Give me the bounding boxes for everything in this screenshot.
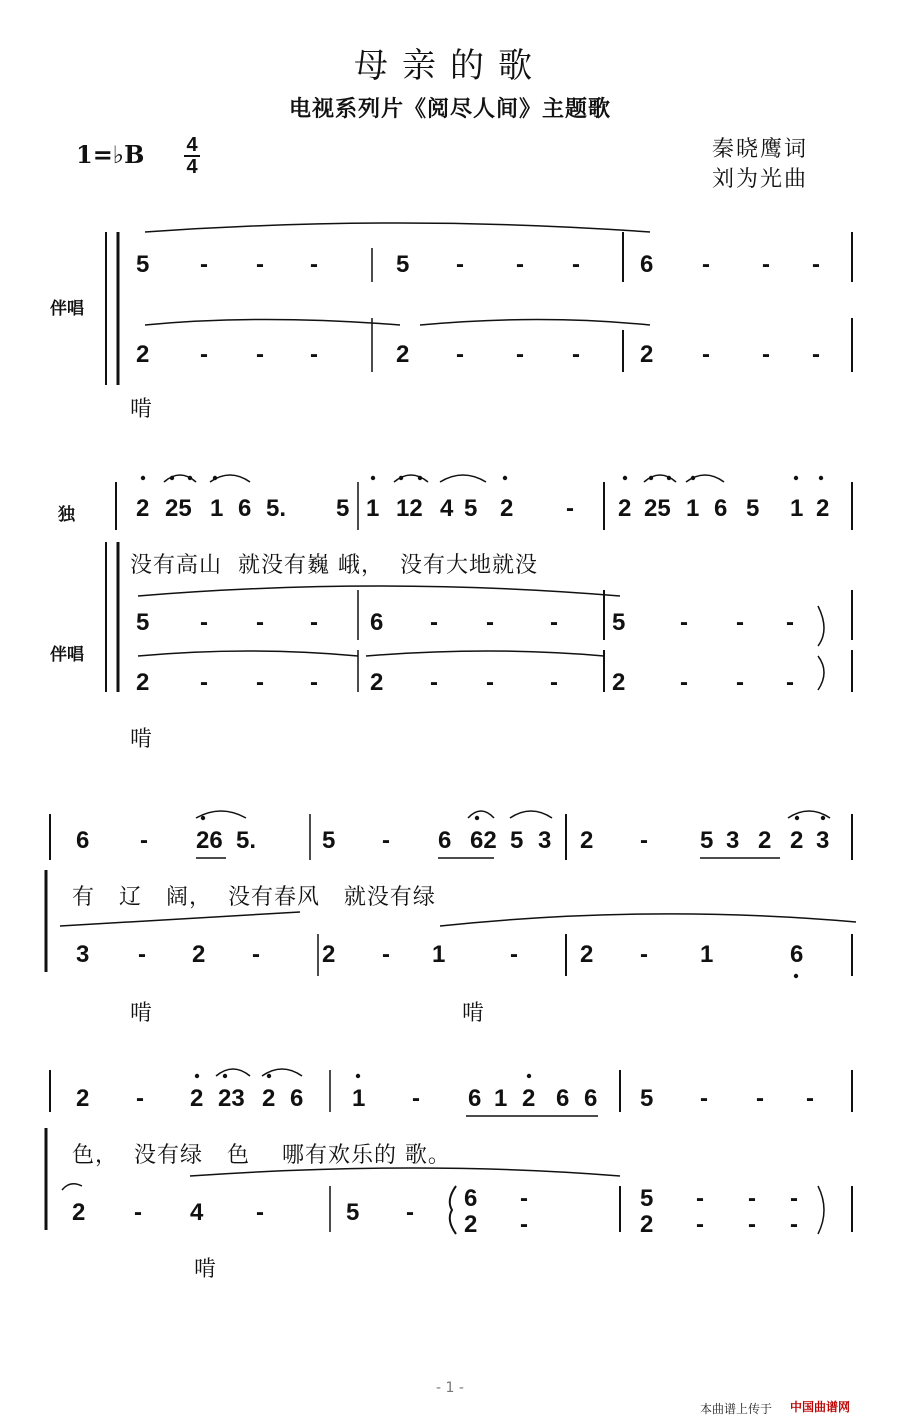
sys3-solo-note: 5 — [322, 827, 336, 854]
sys2-top-note: 5 — [136, 609, 150, 636]
sys2-solo-note: 1 — [366, 495, 380, 522]
sys4-bottom-note: 2 — [640, 1211, 654, 1238]
sys4-solo-note: - — [756, 1085, 764, 1112]
sys2-top-note: - — [550, 609, 558, 636]
sys1-top-note: 5 — [136, 251, 150, 278]
hum-1: 啃 — [130, 397, 153, 422]
sys1-top-note: - — [456, 251, 464, 278]
page-number: - 1 - — [436, 1380, 464, 1396]
sys2-top-note: 6 — [370, 609, 384, 636]
sys1-bottom-note: 2 — [640, 341, 654, 368]
sys2-solo-note: - — [566, 495, 574, 522]
sys2-solo-note: 5 — [746, 495, 760, 522]
time-sig-bottom: 4 — [186, 156, 198, 178]
octave-dot — [201, 816, 205, 820]
sys2-bottom-note: 2 — [136, 669, 150, 696]
sys2-bottom-note: - — [430, 669, 438, 696]
sys4-bottom-note: - — [406, 1199, 414, 1226]
slur — [644, 475, 676, 482]
octave-dot — [794, 974, 798, 978]
sys2-solo-note: 5. — [266, 495, 287, 522]
sys1-bottom-note: - — [812, 341, 820, 368]
sys4-bottom-note: 6 — [464, 1185, 478, 1212]
tie-10 — [62, 1184, 82, 1190]
sys3-bottom-note: 2 — [322, 941, 336, 968]
sys2-solo-note: 25 — [165, 495, 192, 522]
sys3-solo-note: 62 — [470, 827, 497, 854]
sys4-solo-note: 1 — [494, 1085, 508, 1112]
octave-dot — [527, 1074, 531, 1078]
sys4-bottom-note: 2 — [464, 1211, 478, 1238]
sys4-bottom-note: - — [790, 1211, 798, 1238]
sys2-bottom-note: - — [550, 669, 558, 696]
tie-8 — [440, 914, 856, 926]
sys1-bottom-note: - — [256, 341, 264, 368]
sys3-bottom-note: 1 — [700, 941, 714, 968]
brace-right — [818, 656, 824, 690]
hum-3a: 啃 — [130, 1001, 153, 1026]
sys2-top-note: - — [680, 609, 688, 636]
sys4-bottom-note: 5 — [346, 1199, 360, 1226]
octave-dot — [503, 476, 507, 480]
sys1-bottom-note: - — [572, 341, 580, 368]
sys4-bottom-note: - — [696, 1211, 704, 1238]
octave-dot — [267, 1074, 271, 1078]
sys2-solo-note: 2 — [618, 495, 632, 522]
sys3-bottom-note: - — [510, 941, 518, 968]
sys2-bottom-note: - — [680, 669, 688, 696]
slur — [216, 1069, 250, 1076]
hum-4: 啃 — [194, 1257, 217, 1282]
upload-note: 本曲谱上传于 — [700, 1402, 773, 1416]
lyricist-credit: 秦晓鹰词 — [712, 137, 809, 162]
sys2-bottom-note: - — [256, 669, 264, 696]
composer-credit: 刘为光曲 — [712, 167, 809, 192]
sys2-bottom-note: - — [486, 669, 494, 696]
sys1-bottom-note: 2 — [396, 341, 410, 368]
sys2-solo-note: 5 — [336, 495, 350, 522]
octave-dot — [819, 476, 823, 480]
sys4-bottom-note: - — [790, 1185, 798, 1212]
sys3-solo-note: - — [382, 827, 390, 854]
sys2-top-note: - — [310, 609, 318, 636]
sys3-bottom-note: - — [138, 941, 146, 968]
sys1-bottom-note: - — [702, 341, 710, 368]
sys3-solo-note: 3 — [538, 827, 552, 854]
sys4-solo-note: 1 — [352, 1085, 366, 1112]
sys3-solo-note: 2 — [580, 827, 594, 854]
octave-dot — [356, 1074, 360, 1078]
sys3-bottom-note: 1 — [432, 941, 446, 968]
site-logo: 中国曲谱网 — [790, 1400, 851, 1414]
sys1-top-note: - — [702, 251, 710, 278]
octave-dot — [623, 476, 627, 480]
sys3-solo-note: 5. — [236, 827, 257, 854]
octave-dot — [821, 816, 825, 820]
sys3-bottom-note: 6 — [790, 941, 804, 968]
sys2-solo-note: 1 — [790, 495, 804, 522]
sys4-solo-note: 2 — [522, 1085, 536, 1112]
sys2-bottom-note: 2 — [370, 669, 384, 696]
sys4-solo-note: 6 — [556, 1085, 570, 1112]
sys2-top-note: - — [736, 609, 744, 636]
sys3-solo-note: 2 — [758, 827, 772, 854]
sys4-solo-note: - — [700, 1085, 708, 1112]
slur — [510, 811, 552, 818]
sys2-solo-note: 2 — [816, 495, 830, 522]
chorus-label-2: 伴唱 — [50, 645, 84, 665]
lyrics-line-2: 有 辽 阔， 没有春风 就没有绿 — [72, 885, 436, 910]
sys3-solo-note: 6 — [438, 827, 452, 854]
sys1-bottom-note: - — [310, 341, 318, 368]
sys4-solo-note: 2 — [190, 1085, 204, 1112]
tie-3 — [420, 320, 650, 326]
chorus-label-1: 伴唱 — [50, 299, 84, 319]
sys3-solo-note: 2 — [790, 827, 804, 854]
sys1-top-note: - — [762, 251, 770, 278]
sys4-bottom-note: - — [256, 1199, 264, 1226]
tie-1 — [145, 223, 650, 232]
slur — [468, 811, 494, 818]
slur — [394, 475, 428, 482]
sys4-solo-note: 2 — [76, 1085, 90, 1112]
key-label: 1=♭B — [76, 140, 145, 169]
sys2-solo-note: 6 — [714, 495, 728, 522]
lyrics-line-3: 色， 没有绿 色 哪有欢乐的 歌。 — [72, 1143, 451, 1168]
sys1-top-note: - — [812, 251, 820, 278]
sys2-solo-note: 1 — [686, 495, 700, 522]
sys2-bottom-note: 2 — [612, 669, 626, 696]
sys3-solo-note: - — [640, 827, 648, 854]
sys2-solo-note: 1 — [210, 495, 224, 522]
lyrics-line-1: 没有高山 就没有巍 峨， 没有大地就没 — [130, 553, 538, 578]
octave-dot — [475, 816, 479, 820]
sys3-solo-note: 5 — [700, 827, 714, 854]
sys4-solo-note: 6 — [290, 1085, 304, 1112]
sys2-solo-note: 12 — [396, 495, 423, 522]
sys4-bottom-note: - — [134, 1199, 142, 1226]
sys3-solo-note: 6 — [76, 827, 90, 854]
sys2-solo-note: 2 — [500, 495, 514, 522]
hum-2: 啃 — [130, 727, 153, 752]
song-title: 母亲的歌 — [354, 46, 546, 86]
sys2-solo-note: 5 — [464, 495, 478, 522]
sys2-top-note: - — [486, 609, 494, 636]
sys1-top-note: 6 — [640, 251, 654, 278]
sys4-solo-note: - — [806, 1085, 814, 1112]
sys4-bottom-note: - — [520, 1185, 528, 1212]
hum-3b: 啃 — [462, 1001, 485, 1026]
sys2-solo-note: 25 — [644, 495, 671, 522]
sys1-top-note: - — [256, 251, 264, 278]
tie-5 — [138, 651, 358, 656]
sys4-solo-note: - — [136, 1085, 144, 1112]
tie-6 — [366, 651, 604, 656]
brace-left — [450, 1186, 456, 1234]
slur — [164, 475, 196, 482]
tie-4 — [138, 586, 620, 596]
sys4-solo-note: - — [412, 1085, 420, 1112]
sys1-top-note: - — [516, 251, 524, 278]
sys3-solo-note: 5 — [510, 827, 524, 854]
sys3-solo-note: 3 — [726, 827, 740, 854]
tie-9 — [190, 1168, 620, 1176]
sys2-solo-note: 6 — [238, 495, 252, 522]
sys3-bottom-note: - — [640, 941, 648, 968]
octave-dot — [795, 816, 799, 820]
sys1-top-note: - — [310, 251, 318, 278]
sys3-solo-note: 26 — [196, 827, 223, 854]
brace-right — [818, 606, 824, 646]
sys4-solo-note: 23 — [218, 1085, 245, 1112]
sys4-bottom-note: 4 — [190, 1199, 204, 1226]
sys2-top-note: - — [430, 609, 438, 636]
sys2-top-note: - — [200, 609, 208, 636]
sys2-bottom-note: - — [786, 669, 794, 696]
sys3-bottom-note: 3 — [76, 941, 90, 968]
octave-dot — [223, 1074, 227, 1078]
octave-dot — [141, 476, 145, 480]
octave-dot — [794, 476, 798, 480]
sys2-solo-note: 4 — [440, 495, 454, 522]
sys1-top-note: - — [572, 251, 580, 278]
sys1-top-note: - — [200, 251, 208, 278]
tie-2 — [145, 320, 400, 326]
sys4-bottom-note: - — [696, 1185, 704, 1212]
sys3-bottom-note: - — [382, 941, 390, 968]
octave-dot — [371, 476, 375, 480]
brace-right — [818, 1186, 824, 1234]
sys2-top-note: - — [786, 609, 794, 636]
sys4-bottom-note: - — [748, 1185, 756, 1212]
sys2-top-note: - — [256, 609, 264, 636]
sys2-top-note: 5 — [612, 609, 626, 636]
solo-label: 独 — [58, 505, 75, 525]
sys1-bottom-note: - — [762, 341, 770, 368]
sys1-top-note: 5 — [396, 251, 410, 278]
time-sig-top: 4 — [186, 134, 198, 156]
sys2-solo-note: 2 — [136, 495, 150, 522]
sys4-solo-note: 6 — [468, 1085, 482, 1112]
sys1-bottom-note: - — [200, 341, 208, 368]
sys1-bottom-note: - — [456, 341, 464, 368]
slur — [686, 475, 724, 482]
sys3-solo-note: 3 — [816, 827, 830, 854]
sys2-bottom-note: - — [736, 669, 744, 696]
sys4-solo-note: 2 — [262, 1085, 276, 1112]
sys4-bottom-note: 5 — [640, 1185, 654, 1212]
sys3-bottom-note: 2 — [580, 941, 594, 968]
sys3-solo-note: - — [140, 827, 148, 854]
sys4-solo-note: 6 — [584, 1085, 598, 1112]
octave-dot — [195, 1074, 199, 1078]
sys4-bottom-note: - — [520, 1211, 528, 1238]
sys2-bottom-note: - — [310, 669, 318, 696]
sys2-bottom-note: - — [200, 669, 208, 696]
sys4-bottom-note: - — [748, 1211, 756, 1238]
song-subtitle: 电视系列片《阅尽人间》主题歌 — [288, 97, 611, 122]
sys1-bottom-note: - — [516, 341, 524, 368]
sys3-bottom-note: - — [252, 941, 260, 968]
sys4-solo-note: 5 — [640, 1085, 654, 1112]
slur — [440, 475, 486, 482]
sys4-bottom-note: 2 — [72, 1199, 86, 1226]
sys1-bottom-note: 2 — [136, 341, 150, 368]
tie-7 — [60, 912, 300, 926]
sys3-bottom-note: 2 — [192, 941, 206, 968]
